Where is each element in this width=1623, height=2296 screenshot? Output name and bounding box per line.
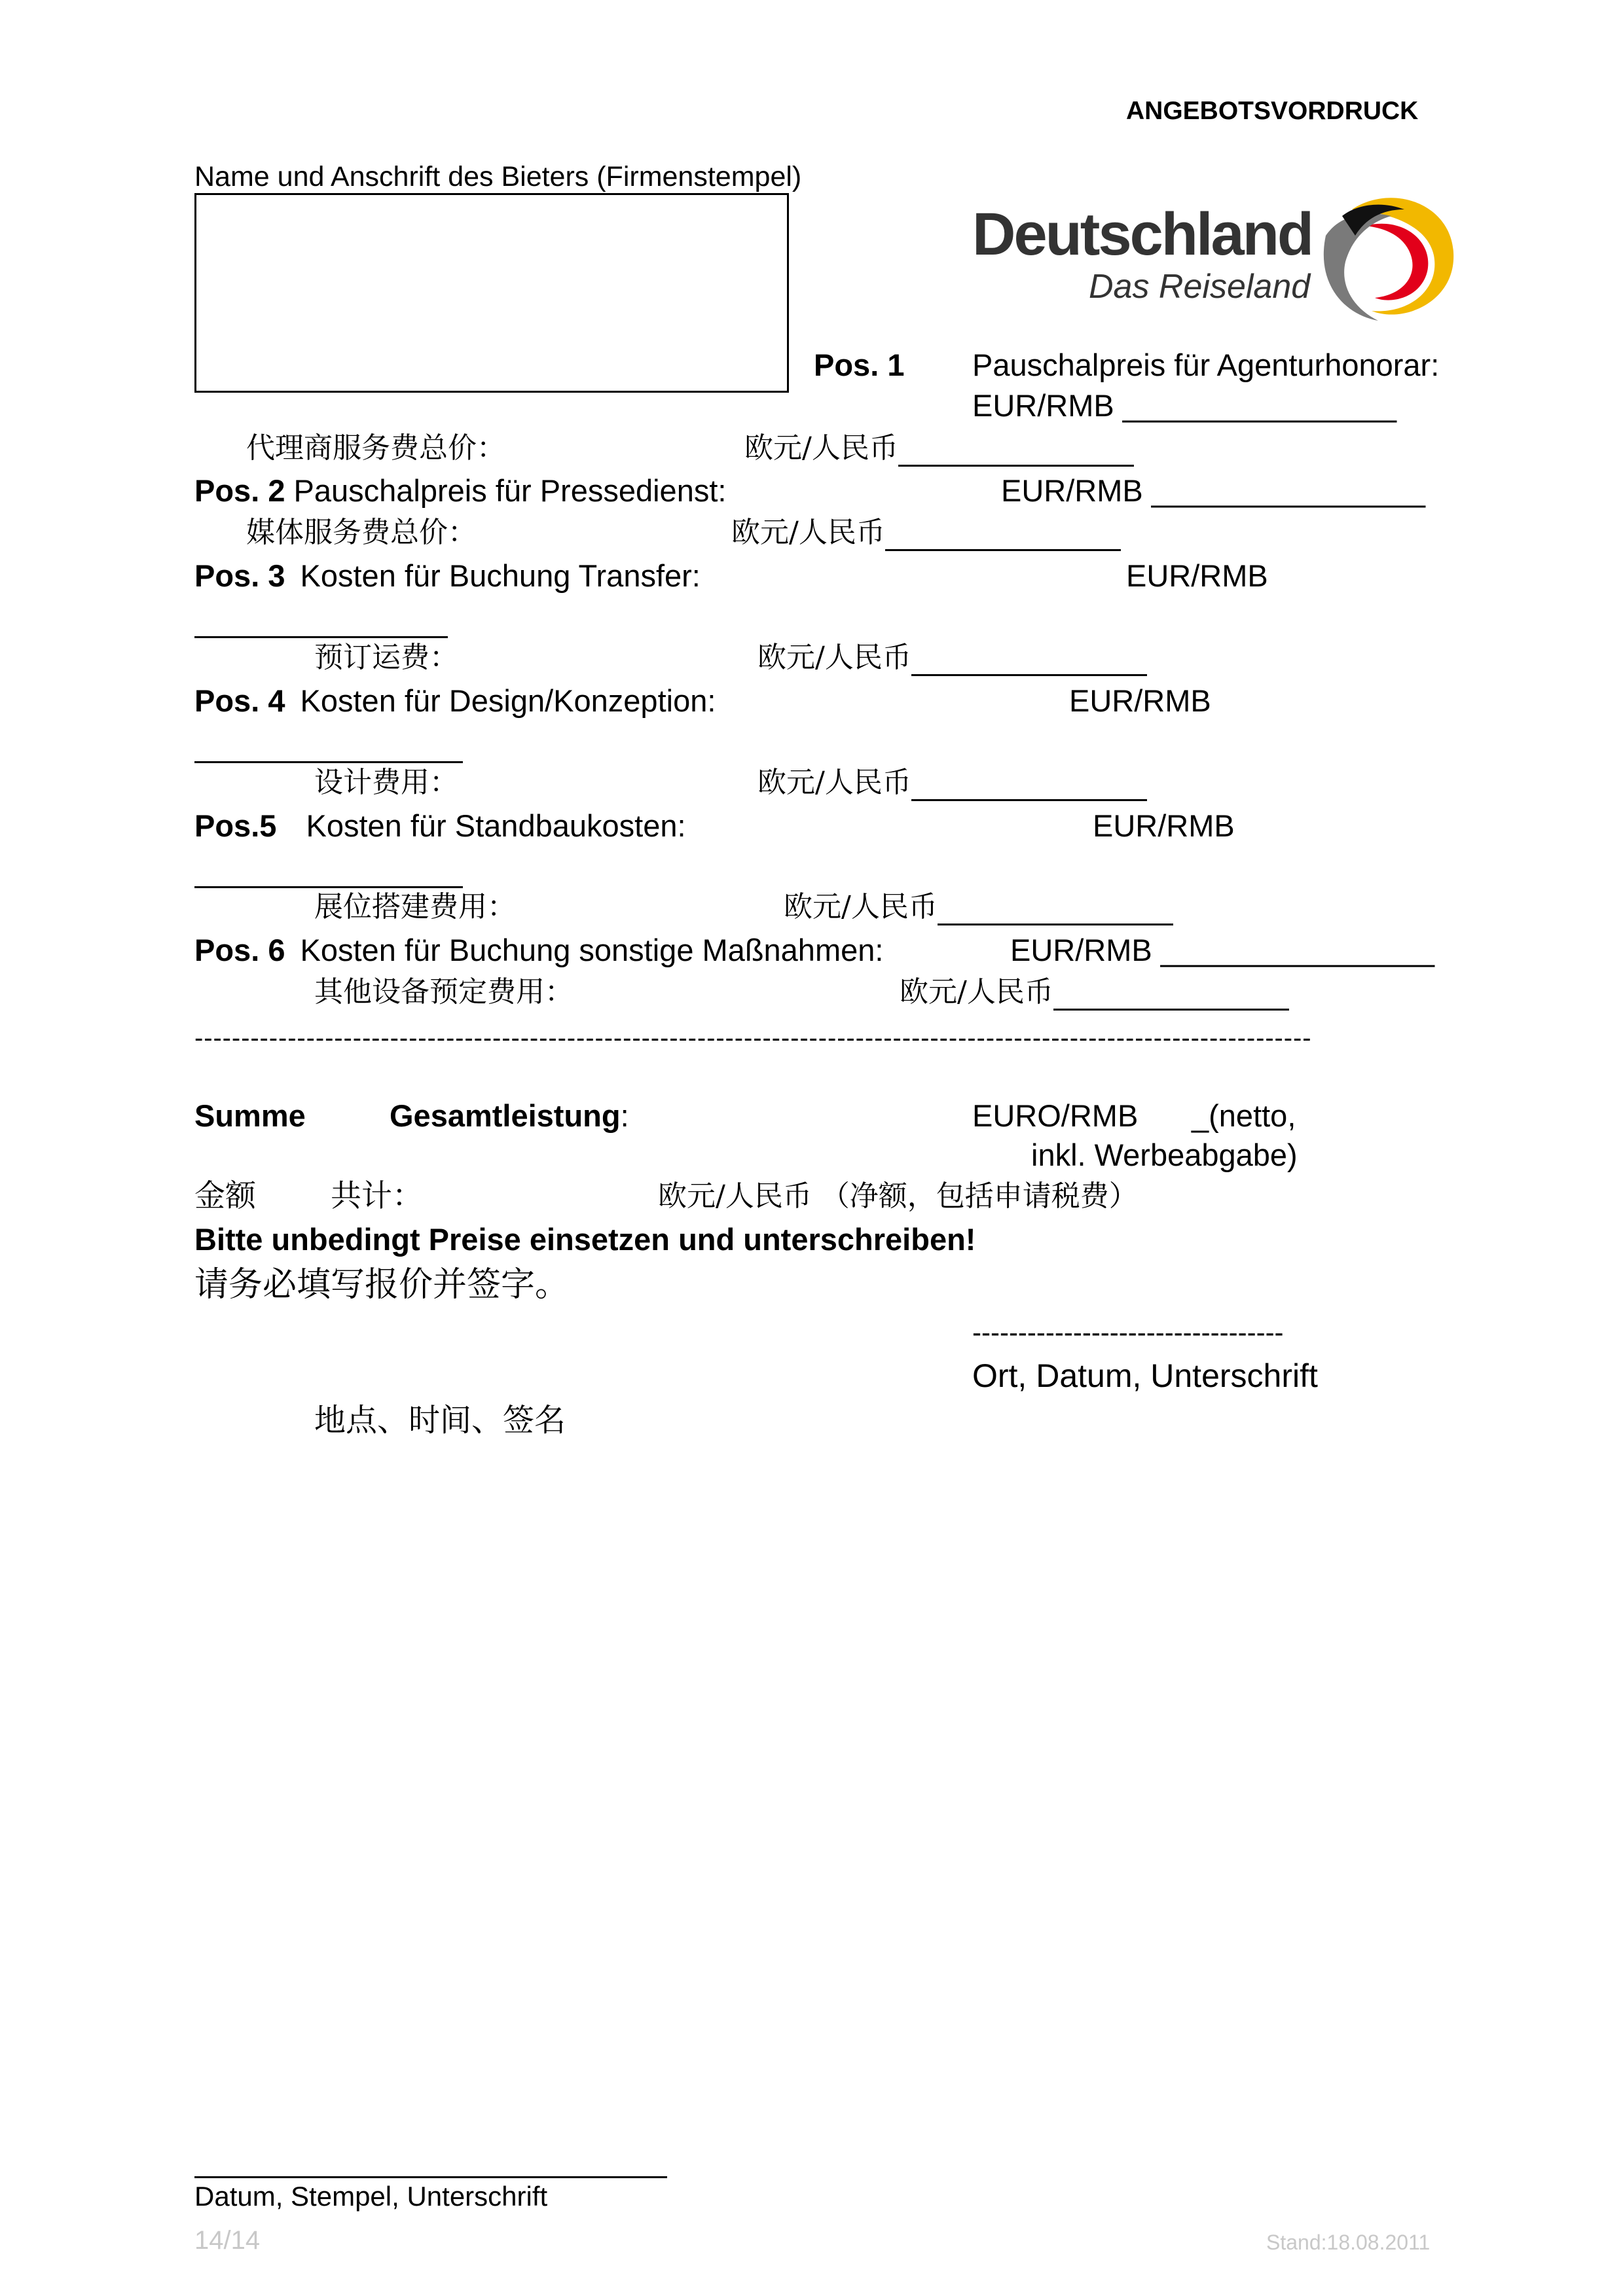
pos2-cn-currency: 欧元/人民币 [731,516,885,549]
deutschland-logo [972,190,1457,334]
pos4-cn-label: 设计费用： [314,766,458,799]
pos6-cn-currency-field[interactable] [900,974,1289,1011]
pos4-cn-currency-field[interactable] [757,764,1147,801]
pos2-label: Pauschalpreis für Pressedienst: [293,473,727,508]
summary-currency[interactable]: EURO/RMB [972,1098,1139,1133]
pos4-label: Kosten für Design/Konzeption: [300,683,716,718]
pos3-line [194,558,701,594]
pos1-cn-currency-field[interactable] [744,430,1134,467]
pos6-label: Kosten für Buchung sonstige Maßnahmen: [300,933,884,967]
signature-dashes[interactable]: ---------------------------------- [972,1317,1284,1348]
pos3-cn-label: 预订运费： [314,641,458,674]
pos5-label: Kosten für Standbaukosten: [306,808,686,843]
cn-amount-label: 金额 [194,1178,256,1214]
pos4-line [194,683,716,719]
pos3-amount-line[interactable] [194,607,448,638]
gesamt-line [390,1098,629,1134]
bidder-label: Name und Anschrift des Bieters (Firmenstempel) [194,161,802,192]
bidder-stamp-box[interactable] [194,193,789,393]
pos1-cn-label: 代理商服务费总价： [246,431,505,465]
pos1-code: Pos. 1 [814,348,905,382]
summe-label: Summe [194,1098,306,1133]
gesamt-colon: : [620,1098,629,1133]
pos5-cn-currency-field[interactable] [784,889,1173,925]
pos2-cn-label: 媒体服务费总价： [246,516,477,549]
pos6-line [194,932,883,969]
signature-cn: 地点、时间、签名 [314,1402,566,1439]
pos4-code: Pos. 4 [194,683,285,718]
summary-inkl: inkl. Werbeabgabe) [1031,1138,1298,1172]
logo-tagline: Das Reiseland [1089,268,1311,306]
pos5-code: Pos.5 [194,808,277,843]
pos5-cn-currency: 欧元/人民币 [784,890,938,924]
pos3-cn-currency-field[interactable] [757,639,1147,676]
pos1-cn-currency: 欧元/人民币 [744,431,898,465]
pos6-cn-amount-line[interactable] [1053,980,1289,1011]
pos6-currency[interactable]: EUR/RMB ________________ [1010,933,1435,967]
pos2-cn-amount-line[interactable] [885,520,1121,551]
footer-signature-label: Datum, Stempel, Unterschrift [194,2181,548,2212]
cn-total-label: 共计： [331,1178,423,1214]
stand-date: Stand:18.08.2011 [1266,2231,1431,2254]
separator-dashes: ------------------------------------------------------------------------------------------------------------------------ [194,1024,1312,1052]
form-title: ANGEBOTSVORDRUCK [1126,97,1419,125]
pos5-amount-line[interactable] [194,857,463,888]
pos3-cn-currency: 欧元/人民币 [757,641,911,674]
pos3-currency: EUR/RMB [1126,558,1268,593]
pos5-cn-label: 展位搭建费用： [314,890,516,924]
pos6-code: Pos. 6 [194,933,285,967]
pos2-currency[interactable]: EUR/RMB ________________ [1001,473,1426,508]
logo-name: Deutschland [972,201,1313,268]
pos6-cn-label: 其他设备预定费用： [314,975,574,1009]
instruction-cn: 请务必填写报价并签字。 [194,1265,570,1304]
pos2-cn-currency-field[interactable] [731,514,1121,551]
pos4-cn-amount-line[interactable] [911,770,1147,801]
pos3-cn-amount-line[interactable] [911,645,1147,676]
summary-netto: _(netto, [1192,1098,1296,1133]
pos5-currency: EUR/RMB [1093,808,1235,843]
cn-total-note: 欧元/人民币 （净额，包括申请税费） [658,1179,1138,1213]
pos5-line [194,808,686,844]
pos4-currency: EUR/RMB [1069,683,1211,718]
instruction-de: Bitte unbedingt Preise einsetzen und unterschreiben! [194,1222,976,1257]
pos3-label: Kosten für Buchung Transfer: [300,558,701,593]
pos6-cn-currency: 欧元/人民币 [900,975,1053,1009]
pos4-amount-line[interactable] [194,732,463,763]
pos1-currency[interactable]: EUR/RMB ________________ [972,388,1397,423]
pos1-cn-amount-line[interactable] [898,436,1134,467]
pos5-cn-amount-line[interactable] [938,895,1173,925]
page-number: 14/14 [194,2226,261,2255]
gesamt-label: Gesamtleistung [390,1098,621,1133]
germany-swirl-logo-icon [1313,190,1463,331]
pos4-cn-currency: 欧元/人民币 [757,766,911,799]
pos2-code: Pos. 2 [194,473,285,508]
footer-signature-line[interactable] [194,2176,667,2178]
pos3-code: Pos. 3 [194,558,285,593]
pos1-label: Pauschalpreis für Agenturhonorar: [972,348,1440,382]
pos2-line [194,473,726,509]
signature-label: Ort, Datum, Unterschrift [972,1357,1318,1394]
